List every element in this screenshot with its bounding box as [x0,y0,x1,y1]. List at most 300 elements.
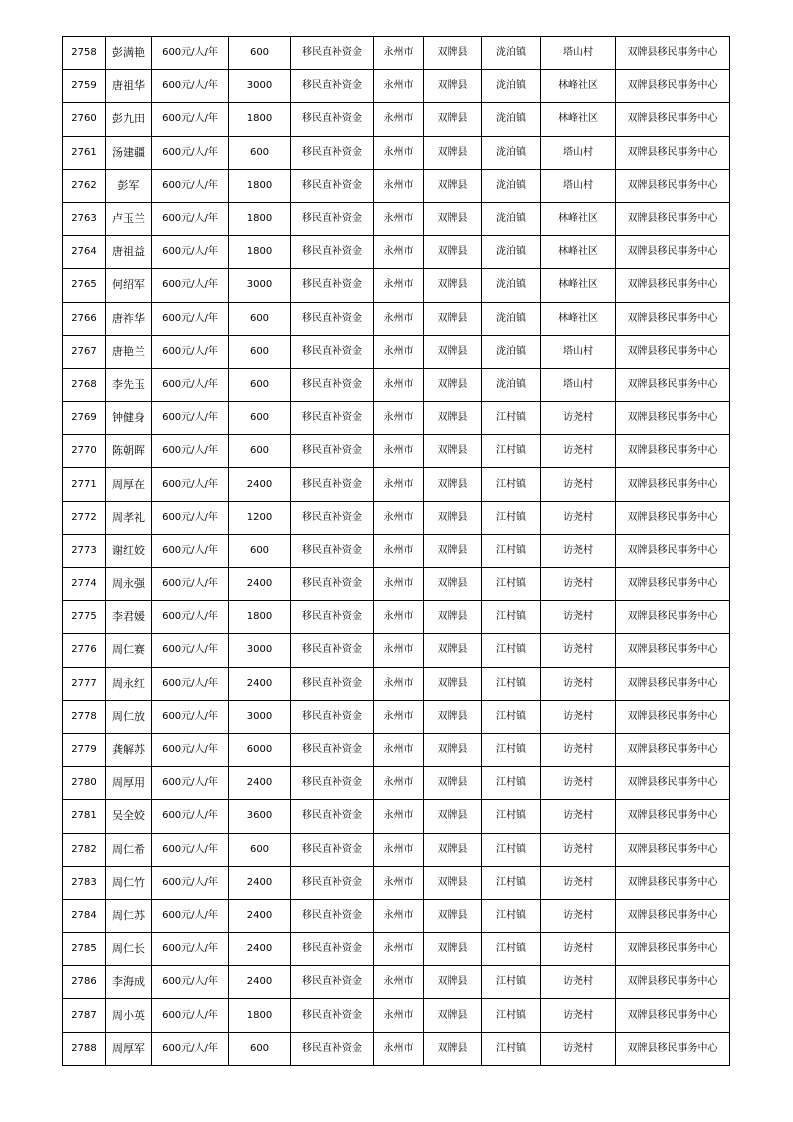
village-cell: 林峰社区 [541,70,616,103]
recipient-name-cell: 李先玉 [106,368,152,401]
city-cell: 永州市 [374,634,424,667]
subsidy-amount-cell: 2400 [229,468,291,501]
county-cell: 双牌县 [424,999,482,1032]
agency-cell: 双牌县移民事务中心 [616,733,730,766]
town-cell: 泷泊镇 [482,335,541,368]
agency-cell: 双牌县移民事务中心 [616,368,730,401]
town-cell: 江村镇 [482,1032,541,1065]
city-cell: 永州市 [374,899,424,932]
county-cell: 双牌县 [424,402,482,435]
county-cell: 双牌县 [424,302,482,335]
table-row [63,202,730,235]
row-number-cell: 2787 [63,999,106,1032]
table-row [63,899,730,932]
county-cell: 双牌县 [424,767,482,800]
agency-cell: 双牌县移民事务中心 [616,966,730,999]
fund-type-cell: 移民直补资金 [291,468,374,501]
row-number-cell: 2764 [63,236,106,269]
city-cell: 永州市 [374,966,424,999]
town-cell: 泷泊镇 [482,103,541,136]
county-cell: 双牌县 [424,435,482,468]
row-number-cell: 2782 [63,833,106,866]
town-cell: 泷泊镇 [482,136,541,169]
town-cell: 江村镇 [482,534,541,567]
subsidy-standard-cell: 600元/人/年 [152,236,229,269]
subsidy-standard-cell: 600元/人/年 [152,368,229,401]
town-cell: 江村镇 [482,634,541,667]
fund-type-cell: 移民直补资金 [291,568,374,601]
row-number-cell: 2779 [63,733,106,766]
fund-type-cell: 移民直补资金 [291,136,374,169]
agency-cell: 双牌县移民事务中心 [616,999,730,1032]
village-cell: 访尧村 [541,933,616,966]
subsidy-amount-cell: 3000 [229,700,291,733]
row-number-cell: 2768 [63,368,106,401]
table-row [63,468,730,501]
subsidy-amount-cell: 1200 [229,501,291,534]
agency-cell: 双牌县移民事务中心 [616,302,730,335]
subsidy-standard-cell: 600元/人/年 [152,601,229,634]
subsidy-amount-cell: 2400 [229,966,291,999]
county-cell: 双牌县 [424,534,482,567]
subsidy-amount-cell: 600 [229,302,291,335]
recipient-name-cell: 周永红 [106,667,152,700]
county-cell: 双牌县 [424,800,482,833]
subsidy-standard-cell: 600元/人/年 [152,733,229,766]
recipient-name-cell: 唐艳兰 [106,335,152,368]
table-body [63,37,730,1066]
city-cell: 永州市 [374,933,424,966]
county-cell: 双牌县 [424,966,482,999]
subsidy-standard-cell: 600元/人/年 [152,37,229,70]
subsidy-standard-cell: 600元/人/年 [152,800,229,833]
table-row [63,601,730,634]
fund-type-cell: 移民直补资金 [291,37,374,70]
city-cell: 永州市 [374,402,424,435]
subsidy-amount-cell: 600 [229,833,291,866]
agency-cell: 双牌县移民事务中心 [616,667,730,700]
town-cell: 泷泊镇 [482,37,541,70]
subsidy-amount-cell: 2400 [229,767,291,800]
subsidy-amount-cell: 2400 [229,866,291,899]
town-cell: 江村镇 [482,800,541,833]
county-cell: 双牌县 [424,368,482,401]
fund-type-cell: 移民直补资金 [291,733,374,766]
county-cell: 双牌县 [424,103,482,136]
village-cell: 访尧村 [541,568,616,601]
subsidy-amount-cell: 600 [229,136,291,169]
village-cell: 访尧村 [541,501,616,534]
village-cell: 塔山村 [541,136,616,169]
row-number-cell: 2775 [63,601,106,634]
town-cell: 泷泊镇 [482,269,541,302]
table-row [63,833,730,866]
subsidy-standard-cell: 600元/人/年 [152,999,229,1032]
row-number-cell: 2784 [63,899,106,932]
recipient-name-cell: 彭军 [106,169,152,202]
town-cell: 泷泊镇 [482,302,541,335]
subsidy-standard-cell: 600元/人/年 [152,1032,229,1065]
village-cell: 塔山村 [541,37,616,70]
agency-cell: 双牌县移民事务中心 [616,534,730,567]
county-cell: 双牌县 [424,236,482,269]
subsidy-amount-cell: 600 [229,335,291,368]
row-number-cell: 2758 [63,37,106,70]
city-cell: 永州市 [374,999,424,1032]
fund-type-cell: 移民直补资金 [291,534,374,567]
town-cell: 泷泊镇 [482,236,541,269]
village-cell: 访尧村 [541,999,616,1032]
agency-cell: 双牌县移民事务中心 [616,601,730,634]
city-cell: 永州市 [374,335,424,368]
town-cell: 泷泊镇 [482,368,541,401]
row-number-cell: 2777 [63,667,106,700]
county-cell: 双牌县 [424,933,482,966]
city-cell: 永州市 [374,468,424,501]
town-cell: 泷泊镇 [482,202,541,235]
recipient-name-cell: 周仁放 [106,700,152,733]
recipient-name-cell: 谢红姣 [106,534,152,567]
county-cell: 双牌县 [424,733,482,766]
recipient-name-cell: 龚解苏 [106,733,152,766]
county-cell: 双牌县 [424,601,482,634]
recipient-name-cell: 何绍军 [106,269,152,302]
subsidy-standard-cell: 600元/人/年 [152,136,229,169]
village-cell: 访尧村 [541,833,616,866]
recipient-name-cell: 周仁希 [106,833,152,866]
town-cell: 江村镇 [482,402,541,435]
subsidy-standard-cell: 600元/人/年 [152,534,229,567]
subsidy-standard-cell: 600元/人/年 [152,468,229,501]
city-cell: 永州市 [374,534,424,567]
agency-cell: 双牌县移民事务中心 [616,269,730,302]
subsidy-amount-cell: 3000 [229,70,291,103]
county-cell: 双牌县 [424,866,482,899]
row-number-cell: 2770 [63,435,106,468]
agency-cell: 双牌县移民事务中心 [616,236,730,269]
village-cell: 访尧村 [541,899,616,932]
subsidy-standard-cell: 600元/人/年 [152,634,229,667]
subsidy-amount-cell: 2400 [229,933,291,966]
city-cell: 永州市 [374,1032,424,1065]
fund-type-cell: 移民直补资金 [291,933,374,966]
table-row [63,568,730,601]
village-cell: 访尧村 [541,402,616,435]
subsidy-amount-cell: 600 [229,534,291,567]
subsidy-table [62,36,730,1066]
table-row [63,169,730,202]
recipient-name-cell: 唐祖益 [106,236,152,269]
county-cell: 双牌县 [424,269,482,302]
city-cell: 永州市 [374,169,424,202]
city-cell: 永州市 [374,833,424,866]
agency-cell: 双牌县移民事务中心 [616,899,730,932]
recipient-name-cell: 周孝礼 [106,501,152,534]
subsidy-standard-cell: 600元/人/年 [152,435,229,468]
row-number-cell: 2761 [63,136,106,169]
agency-cell: 双牌县移民事务中心 [616,568,730,601]
agency-cell: 双牌县移民事务中心 [616,202,730,235]
row-number-cell: 2760 [63,103,106,136]
village-cell: 塔山村 [541,169,616,202]
recipient-name-cell: 吴全姣 [106,800,152,833]
agency-cell: 双牌县移民事务中心 [616,501,730,534]
town-cell: 江村镇 [482,568,541,601]
fund-type-cell: 移民直补资金 [291,833,374,866]
city-cell: 永州市 [374,568,424,601]
county-cell: 双牌县 [424,899,482,932]
fund-type-cell: 移民直补资金 [291,302,374,335]
recipient-name-cell: 周小英 [106,999,152,1032]
subsidy-standard-cell: 600元/人/年 [152,966,229,999]
agency-cell: 双牌县移民事务中心 [616,37,730,70]
row-number-cell: 2778 [63,700,106,733]
city-cell: 永州市 [374,733,424,766]
recipient-name-cell: 周厚军 [106,1032,152,1065]
table-row [63,501,730,534]
table-row [63,37,730,70]
table-row [63,700,730,733]
agency-cell: 双牌县移民事务中心 [616,767,730,800]
agency-cell: 双牌县移民事务中心 [616,468,730,501]
city-cell: 永州市 [374,70,424,103]
subsidy-standard-cell: 600元/人/年 [152,767,229,800]
table-row [63,136,730,169]
county-cell: 双牌县 [424,335,482,368]
county-cell: 双牌县 [424,169,482,202]
city-cell: 永州市 [374,202,424,235]
town-cell: 江村镇 [482,767,541,800]
table-row [63,335,730,368]
city-cell: 永州市 [374,103,424,136]
fund-type-cell: 移民直补资金 [291,335,374,368]
fund-type-cell: 移民直补资金 [291,501,374,534]
village-cell: 访尧村 [541,667,616,700]
subsidy-amount-cell: 600 [229,37,291,70]
fund-type-cell: 移民直补资金 [291,700,374,733]
subsidy-standard-cell: 600元/人/年 [152,402,229,435]
town-cell: 江村镇 [482,468,541,501]
agency-cell: 双牌县移民事务中心 [616,800,730,833]
city-cell: 永州市 [374,601,424,634]
town-cell: 泷泊镇 [482,169,541,202]
agency-cell: 双牌县移民事务中心 [616,402,730,435]
recipient-name-cell: 陈朝晖 [106,435,152,468]
subsidy-amount-cell: 3600 [229,800,291,833]
agency-cell: 双牌县移民事务中心 [616,435,730,468]
subsidy-amount-cell: 600 [229,435,291,468]
subsidy-amount-cell: 1800 [229,601,291,634]
fund-type-cell: 移民直补资金 [291,767,374,800]
fund-type-cell: 移民直补资金 [291,103,374,136]
recipient-name-cell: 周永强 [106,568,152,601]
row-number-cell: 2759 [63,70,106,103]
fund-type-cell: 移民直补资金 [291,866,374,899]
recipient-name-cell: 周厚用 [106,767,152,800]
subsidy-standard-cell: 600元/人/年 [152,833,229,866]
agency-cell: 双牌县移民事务中心 [616,136,730,169]
village-cell: 访尧村 [541,601,616,634]
subsidy-amount-cell: 1800 [229,169,291,202]
table-row [63,767,730,800]
city-cell: 永州市 [374,435,424,468]
county-cell: 双牌县 [424,700,482,733]
village-cell: 林峰社区 [541,236,616,269]
recipient-name-cell: 周仁苏 [106,899,152,932]
county-cell: 双牌县 [424,1032,482,1065]
row-number-cell: 2769 [63,402,106,435]
fund-type-cell: 移民直补资金 [291,899,374,932]
fund-type-cell: 移民直补资金 [291,435,374,468]
subsidy-amount-cell: 600 [229,1032,291,1065]
subsidy-amount-cell: 1800 [229,999,291,1032]
town-cell: 江村镇 [482,899,541,932]
table-row [63,733,730,766]
subsidy-amount-cell: 1800 [229,202,291,235]
city-cell: 永州市 [374,136,424,169]
fund-type-cell: 移民直补资金 [291,634,374,667]
table-row [63,236,730,269]
county-cell: 双牌县 [424,501,482,534]
subsidy-standard-cell: 600元/人/年 [152,302,229,335]
subsidy-amount-cell: 2400 [229,899,291,932]
recipient-name-cell: 钟健身 [106,402,152,435]
town-cell: 江村镇 [482,435,541,468]
village-cell: 林峰社区 [541,269,616,302]
row-number-cell: 2771 [63,468,106,501]
fund-type-cell: 移民直补资金 [291,368,374,401]
subsidy-standard-cell: 600元/人/年 [152,269,229,302]
recipient-name-cell: 汤建疆 [106,136,152,169]
county-cell: 双牌县 [424,136,482,169]
subsidy-amount-cell: 2400 [229,568,291,601]
recipient-name-cell: 李海成 [106,966,152,999]
row-number-cell: 2780 [63,767,106,800]
row-number-cell: 2786 [63,966,106,999]
subsidy-standard-cell: 600元/人/年 [152,202,229,235]
subsidy-standard-cell: 600元/人/年 [152,169,229,202]
agency-cell: 双牌县移民事务中心 [616,70,730,103]
city-cell: 永州市 [374,800,424,833]
town-cell: 江村镇 [482,833,541,866]
city-cell: 永州市 [374,767,424,800]
city-cell: 永州市 [374,236,424,269]
subsidy-amount-cell: 6000 [229,733,291,766]
agency-cell: 双牌县移民事务中心 [616,700,730,733]
fund-type-cell: 移民直补资金 [291,269,374,302]
row-number-cell: 2776 [63,634,106,667]
table-row [63,634,730,667]
subsidy-standard-cell: 600元/人/年 [152,335,229,368]
county-cell: 双牌县 [424,833,482,866]
fund-type-cell: 移民直补资金 [291,667,374,700]
table-row [63,302,730,335]
table-row [63,667,730,700]
fund-type-cell: 移民直补资金 [291,70,374,103]
table-row [63,534,730,567]
village-cell: 访尧村 [541,866,616,899]
agency-cell: 双牌县移民事务中心 [616,634,730,667]
village-cell: 林峰社区 [541,202,616,235]
subsidy-amount-cell: 1800 [229,236,291,269]
table-row [63,368,730,401]
city-cell: 永州市 [374,302,424,335]
village-cell: 访尧村 [541,435,616,468]
village-cell: 塔山村 [541,335,616,368]
subsidy-amount-cell: 2400 [229,667,291,700]
subsidy-standard-cell: 600元/人/年 [152,568,229,601]
table-row [63,999,730,1032]
subsidy-standard-cell: 600元/人/年 [152,501,229,534]
agency-cell: 双牌县移民事务中心 [616,169,730,202]
county-cell: 双牌县 [424,37,482,70]
row-number-cell: 2765 [63,269,106,302]
city-cell: 永州市 [374,866,424,899]
table-row [63,402,730,435]
village-cell: 访尧村 [541,534,616,567]
recipient-name-cell: 周仁长 [106,933,152,966]
subsidy-amount-cell: 600 [229,368,291,401]
subsidy-amount-cell: 1800 [229,103,291,136]
subsidy-standard-cell: 600元/人/年 [152,933,229,966]
agency-cell: 双牌县移民事务中心 [616,103,730,136]
village-cell: 塔山村 [541,368,616,401]
county-cell: 双牌县 [424,202,482,235]
village-cell: 林峰社区 [541,103,616,136]
fund-type-cell: 移民直补资金 [291,1032,374,1065]
recipient-name-cell: 周厚在 [106,468,152,501]
subsidy-amount-cell: 3000 [229,634,291,667]
row-number-cell: 2774 [63,568,106,601]
table-row [63,866,730,899]
subsidy-standard-cell: 600元/人/年 [152,899,229,932]
village-cell: 访尧村 [541,800,616,833]
city-cell: 永州市 [374,700,424,733]
agency-cell: 双牌县移民事务中心 [616,335,730,368]
fund-type-cell: 移民直补资金 [291,800,374,833]
table-row [63,966,730,999]
table-row [63,435,730,468]
row-number-cell: 2785 [63,933,106,966]
subsidy-standard-cell: 600元/人/年 [152,103,229,136]
town-cell: 江村镇 [482,501,541,534]
agency-cell: 双牌县移民事务中心 [616,1032,730,1065]
fund-type-cell: 移民直补资金 [291,169,374,202]
village-cell: 访尧村 [541,966,616,999]
fund-type-cell: 移民直补资金 [291,236,374,269]
agency-cell: 双牌县移民事务中心 [616,866,730,899]
row-number-cell: 2767 [63,335,106,368]
row-number-cell: 2788 [63,1032,106,1065]
village-cell: 访尧村 [541,468,616,501]
town-cell: 江村镇 [482,999,541,1032]
recipient-name-cell: 李君媛 [106,601,152,634]
row-number-cell: 2762 [63,169,106,202]
town-cell: 江村镇 [482,667,541,700]
agency-cell: 双牌县移民事务中心 [616,833,730,866]
city-cell: 永州市 [374,269,424,302]
city-cell: 永州市 [374,501,424,534]
village-cell: 访尧村 [541,634,616,667]
row-number-cell: 2781 [63,800,106,833]
recipient-name-cell: 彭满艳 [106,37,152,70]
village-cell: 访尧村 [541,1032,616,1065]
recipient-name-cell: 周仁竹 [106,866,152,899]
recipient-name-cell: 周仁赛 [106,634,152,667]
table-row [63,269,730,302]
subsidy-standard-cell: 600元/人/年 [152,866,229,899]
row-number-cell: 2783 [63,866,106,899]
